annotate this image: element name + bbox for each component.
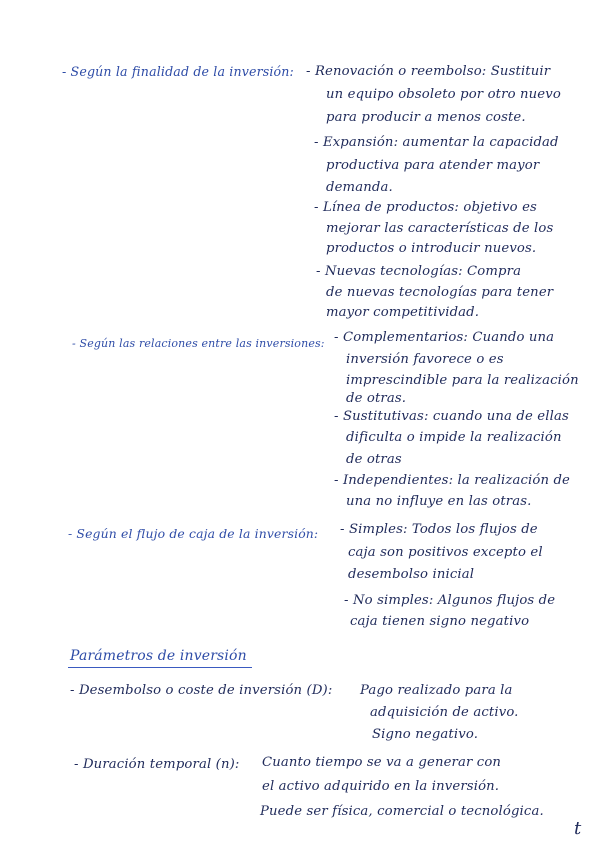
section2-item1-line4: de otras. (346, 391, 407, 406)
section1-item2-line2: productiva para atender mayor (326, 158, 540, 173)
desembolso-line3: Signo negativo. (372, 727, 479, 742)
section2-heading: - Según las relaciones entre las inversiones: (72, 337, 325, 350)
section3-heading: - Según el flujo de caja de la inversión: (68, 526, 319, 541)
corner-mark: t (574, 818, 582, 839)
section2-item2-line2: dificulta o impide la realización (346, 430, 562, 445)
section1-item2-line1: - Expansión: aumentar la capacidad (314, 135, 559, 150)
section2-item3-line2: una no influye en las otras. (346, 494, 532, 509)
section1-item4-line2: de nuevas tecnologías para tener (326, 285, 554, 300)
section2-item1-line3: imprescindible para la realización (346, 373, 579, 388)
desembolso-label: - Desembolso o coste de inversión (D): (70, 683, 333, 698)
section2-item2-line3: de otras (346, 452, 402, 467)
params-title: Parámetros de inversión (70, 648, 247, 664)
section2-item1-line1: - Complementarios: Cuando una (334, 330, 555, 345)
duracion-line2: el activo adquirido en la inversión. (262, 779, 500, 794)
section3-item2-line1: - No simples: Algunos flujos de (344, 593, 556, 608)
desembolso-line1: Pago realizado para la (360, 683, 513, 698)
duracion-line3: Puede ser física, comercial o tecnológica. (260, 804, 544, 819)
section1-item1-line1: - Renovación o reembolso: Sustituir (306, 64, 551, 79)
section1-item3-line1: - Línea de productos: objetivo es (314, 200, 537, 215)
section1-item4-line3: mayor competitividad. (326, 305, 480, 320)
section3-item1-line1: - Simples: Todos los flujos de (340, 522, 538, 537)
params-title-underline (68, 667, 252, 668)
section3-item1-line2: caja son positivos excepto el (348, 545, 543, 560)
section1-item3-line3: productos o introducir nuevos. (326, 241, 537, 256)
section3-item2-line2: caja tienen signo negativo (350, 614, 530, 629)
section1-item1-line2: un equipo obsoleto por otro nuevo (326, 87, 561, 102)
section1-item2-line3: demanda. (326, 180, 393, 195)
section1-item4-line1: - Nuevas tecnologías: Compra (316, 264, 522, 279)
section1-item1-line3: para producir a menos coste. (326, 110, 526, 125)
section3-item1-line3: desembolso inicial (348, 567, 475, 582)
desembolso-line2: adquisición de activo. (370, 705, 519, 720)
section2-item1-line2: inversión favorece o es (346, 352, 504, 367)
section1-item3-line2: mejorar las características de los (326, 221, 554, 236)
duracion-label: - Duración temporal (n): (74, 757, 240, 772)
section1-heading: - Según la finalidad de la inversión: (62, 64, 294, 79)
section2-item3-line1: - Independientes: la realización de (334, 473, 571, 488)
duracion-line1: Cuanto tiempo se va a generar con (262, 755, 502, 770)
section2-item2-line1: - Sustitutivas: cuando una de ellas (334, 409, 569, 424)
